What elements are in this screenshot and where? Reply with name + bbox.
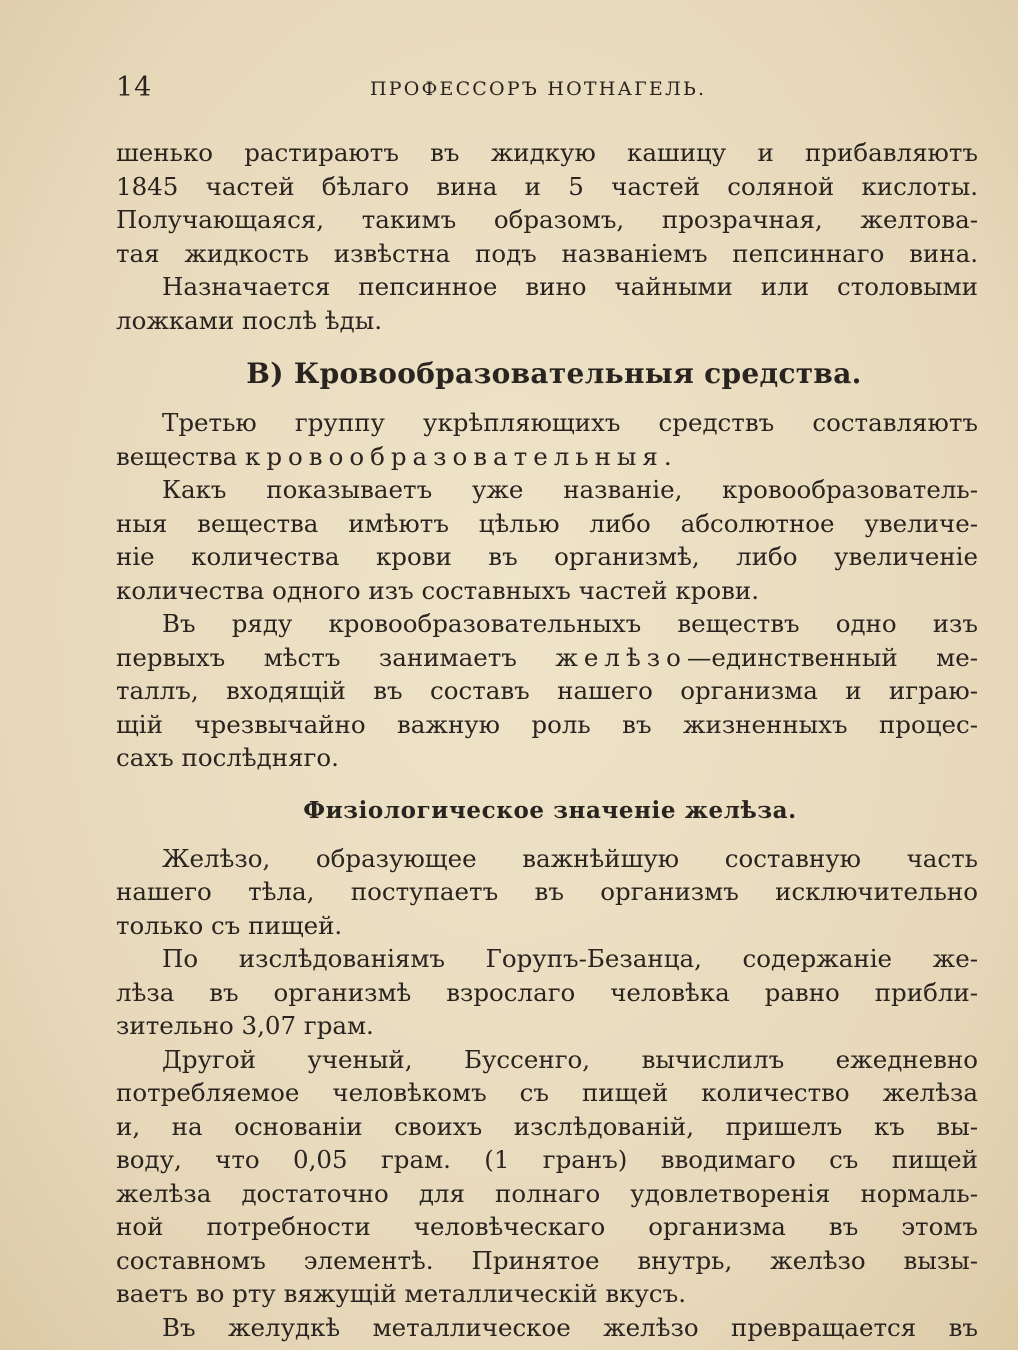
text-line: нашего тѣла, поступаетъ въ организмъ исключительно — [116, 877, 978, 906]
text-fragment: первыхъ мѣстъ занимаетъ — [116, 642, 556, 672]
text-line: потребляемое человѣкомъ съ пищей количество желѣза — [116, 1078, 978, 1107]
section-heading-b: В) Кровообразовательныя средства. — [246, 357, 862, 390]
text-line: лѣза въ организмѣ взрослаго человѣка равно прибли- — [116, 977, 978, 1007]
text-line: ніе количества крови въ организмѣ, либо увеличеніе — [116, 542, 978, 571]
text-line: 1845 частей бѣлаго вина и 5 частей соляной кислоты. — [116, 171, 978, 201]
text-line: ной потребности человѣческаго организма въ этомъ — [116, 1212, 978, 1241]
text-line: шенько растираютъ въ жидкую кашицу и прибавляютъ — [116, 138, 978, 167]
paragraph-5 — [116, 607, 978, 775]
text-line: желѣза достаточно для полнаго удовлетворенія нормаль- — [116, 1178, 978, 1208]
text-line — [116, 440, 978, 474]
paragraph-3 — [116, 406, 978, 473]
page-header — [116, 72, 978, 106]
text-line: Назначается пепсинное вино чайными или столовыми — [162, 272, 978, 301]
spaced-emphasis: кровообразовательныя. — [245, 441, 678, 471]
paragraph-7 — [116, 942, 978, 1043]
text-line: ныя вещества имѣютъ цѣлью либо абсолютное увеличе- — [116, 508, 978, 538]
text-line: ваетъ во рту вяжущій металлическій вкусъ. — [116, 1279, 687, 1308]
text-line — [116, 641, 978, 675]
paragraph-9 — [116, 1311, 978, 1345]
text-line: Другой ученый, Буссенго, вычислилъ ежедневно — [162, 1044, 978, 1074]
spaced-emphasis: желѣзо — [555, 642, 687, 672]
text-line: Въ ряду кровообразовательныхъ веществъ одно изъ — [162, 609, 978, 638]
text-line: щій чрезвычайно важную роль въ жизненныхъ процес- — [116, 709, 978, 739]
text-line: Въ желудкѣ металлическое желѣзо превращается въ — [162, 1312, 978, 1342]
text-line: ложками послѣ ѣды. — [116, 305, 383, 335]
text-line: Третью группу укрѣпляющихъ средствъ составляютъ — [162, 408, 978, 437]
text-fragment: вещества — [116, 441, 246, 471]
text-line: количества одного изъ составныхъ частей крови. — [116, 575, 759, 605]
text-line: Желѣзо, образующее важнѣйшую составную часть — [162, 843, 978, 873]
text-line: Какъ показываетъ уже названіе, кровообразователь- — [162, 475, 978, 504]
running-head: ПРОФЕССОРЪ НОТНАГЕЛЬ. — [370, 78, 707, 100]
text-line: сахъ послѣдняго. — [116, 743, 339, 772]
text-fragment: —единственный ме- — [686, 642, 978, 672]
paragraph-6 — [116, 842, 978, 943]
text-line: составномъ элементѣ. Принятое внутрь, желѣзо вызы- — [116, 1245, 978, 1275]
paragraph-1 — [116, 136, 978, 270]
page-number: 14 — [116, 72, 153, 103]
page-body — [116, 136, 978, 1344]
text-line: воду, что 0,05 грам. (1 гранъ) вводимаго съ пищей — [116, 1145, 978, 1174]
text-line: Получающаяся, такимъ образомъ, прозрачная, желтова- — [116, 205, 978, 234]
paragraph-8 — [116, 1043, 978, 1311]
paragraph-4 — [116, 473, 978, 607]
text-line: таллъ, входящій въ составъ нашего организма и играю- — [116, 676, 978, 705]
text-line: тая жидкость извѣстна подъ названіемъ пепсиннаго вина. — [116, 238, 978, 268]
text-line: По изслѣдованіямъ Горупъ-Безанца, содержаніе же- — [162, 944, 978, 973]
paragraph-2 — [116, 270, 978, 337]
text-line: зительно 3,07 грам. — [116, 1011, 374, 1040]
text-line: только съ пищей. — [116, 910, 343, 940]
section-heading-physiology: Физіологическое значеніе желѣза. — [303, 796, 797, 824]
text-line: и, на основаніи своихъ изслѣдованій, пришелъ къ вы- — [116, 1111, 978, 1141]
